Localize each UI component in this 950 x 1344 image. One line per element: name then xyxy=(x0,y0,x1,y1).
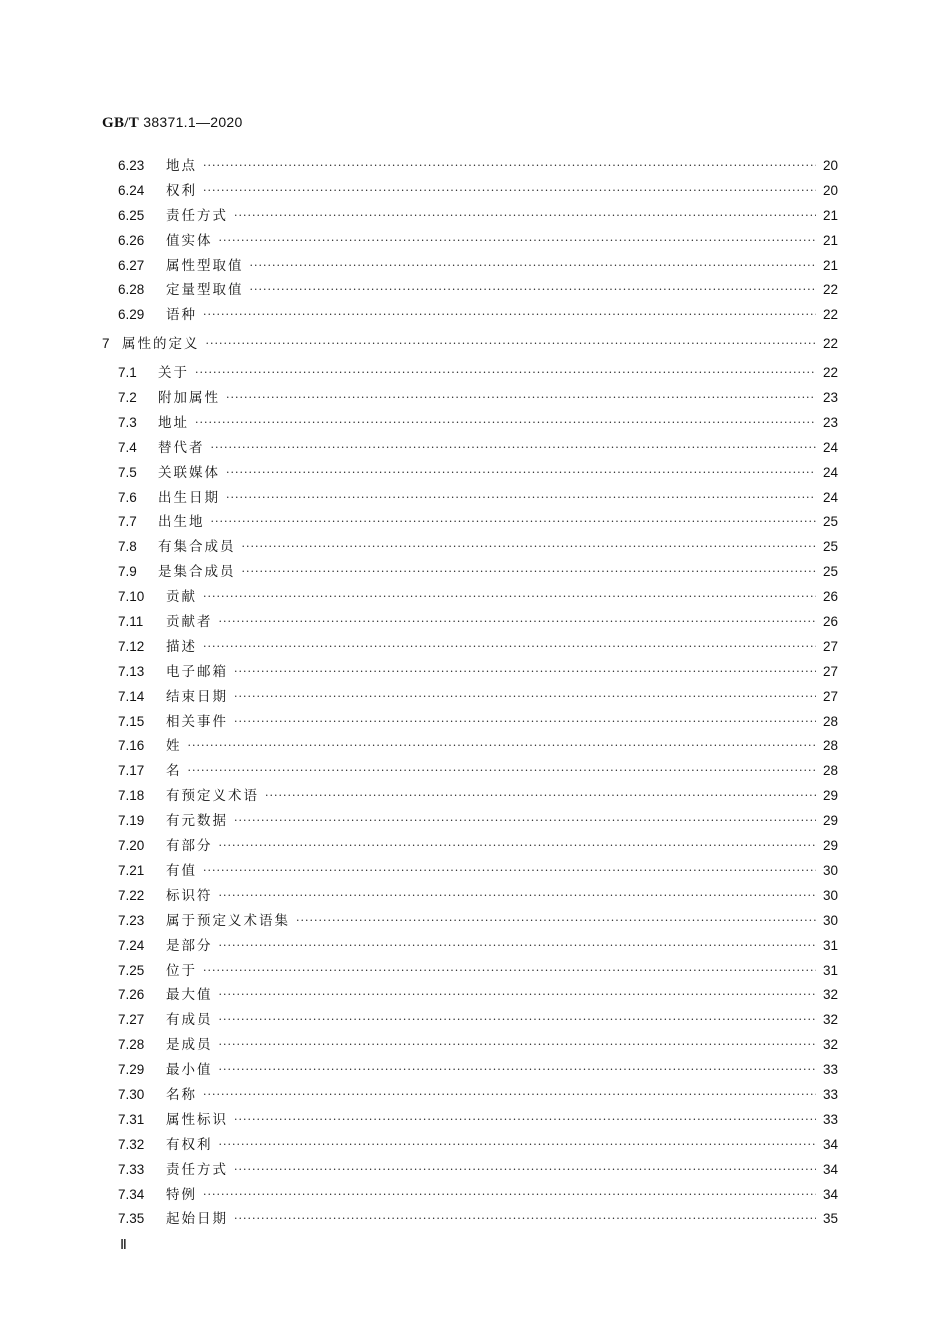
toc-entry-page: 30 xyxy=(822,912,838,928)
toc-entry-title: 责任方式 xyxy=(166,1161,228,1178)
toc-entry[interactable] xyxy=(102,361,838,386)
toc-leader-dots xyxy=(234,710,816,735)
toc-entry-number: 7.12 xyxy=(118,638,145,654)
toc-entry-title: 地址 xyxy=(158,414,189,431)
toc-entry-number: 6.29 xyxy=(118,307,145,323)
toc-entry[interactable] xyxy=(102,278,838,303)
toc-leader-dots xyxy=(234,1108,816,1133)
toc-entry[interactable] xyxy=(102,884,838,909)
toc-entry-number: 7.15 xyxy=(118,713,145,729)
toc-entry-number: 7.3 xyxy=(118,414,137,430)
toc-leader-dots xyxy=(250,278,817,303)
toc-entry-number: 6.24 xyxy=(118,182,145,198)
toc-entry-title: 起始日期 xyxy=(166,1211,228,1228)
toc-entry-page: 27 xyxy=(822,688,838,704)
toc-entry-title: 有部分 xyxy=(166,838,213,855)
toc-entry-page: 34 xyxy=(822,1186,838,1202)
toc-leader-dots xyxy=(234,1158,816,1183)
toc-entry[interactable] xyxy=(102,585,838,610)
toc-entry[interactable] xyxy=(102,486,838,511)
standard-prefix: GB/T xyxy=(102,115,140,131)
toc-entry-number: 6.27 xyxy=(118,257,145,273)
toc-entry[interactable] xyxy=(102,1083,838,1108)
toc-leader-dots xyxy=(265,784,816,809)
toc-entry[interactable] xyxy=(102,1207,838,1232)
toc-entry-page: 33 xyxy=(822,1086,838,1102)
toc-entry-title: 语种 xyxy=(166,307,197,324)
toc-entry-page: 31 xyxy=(822,937,838,953)
toc-leader-dots xyxy=(219,1008,817,1033)
toc-entry-number: 7.14 xyxy=(118,688,145,704)
toc-entry[interactable] xyxy=(102,759,838,784)
toc-entry[interactable] xyxy=(102,859,838,884)
toc-leader-dots xyxy=(219,610,817,635)
toc-leader-dots xyxy=(203,303,816,328)
toc-entry[interactable] xyxy=(102,959,838,984)
toc-entry-number: 7.30 xyxy=(118,1086,145,1102)
toc-entry[interactable] xyxy=(102,909,838,934)
toc-entry-page: 24 xyxy=(822,464,838,480)
toc-entry-number: 7 xyxy=(102,336,110,352)
toc-entry-page: 30 xyxy=(822,887,838,903)
toc-entry-number: 7.5 xyxy=(118,464,137,480)
toc-entry-page: 24 xyxy=(822,439,838,455)
toc-entry-title: 有值 xyxy=(166,862,197,879)
toc-entry[interactable] xyxy=(102,254,838,279)
toc-entry[interactable] xyxy=(102,1058,838,1083)
toc-entry-number: 7.29 xyxy=(118,1062,145,1078)
toc-entry-title: 最大值 xyxy=(166,987,213,1004)
toc-entry-title: 特例 xyxy=(166,1186,197,1203)
toc-entry-page: 28 xyxy=(822,738,838,754)
toc-entry-title: 最小值 xyxy=(166,1062,213,1079)
toc-leader-dots xyxy=(203,154,816,179)
toc-leader-dots xyxy=(211,436,817,461)
toc-entry-page: 24 xyxy=(822,489,838,505)
toc-entry-title: 替代者 xyxy=(158,439,205,456)
toc-entry-title: 定量型取值 xyxy=(166,282,244,299)
toc-leader-dots xyxy=(219,1033,817,1058)
toc-entry-title: 有元数据 xyxy=(166,813,228,830)
toc-entry[interactable] xyxy=(102,1008,838,1033)
toc-entry-page: 26 xyxy=(822,589,838,605)
toc-leader-dots xyxy=(219,1058,817,1083)
toc-leader-dots xyxy=(206,332,817,357)
toc-entry[interactable] xyxy=(102,560,838,585)
toc-entry-title: 相关事件 xyxy=(166,713,228,730)
toc-leader-dots xyxy=(195,411,816,436)
toc-entry[interactable] xyxy=(102,303,838,328)
toc-entry-title: 名称 xyxy=(166,1086,197,1103)
toc-entry-title: 标识符 xyxy=(166,887,213,904)
toc-entry-page: 25 xyxy=(822,564,838,580)
toc-entry-title: 有成员 xyxy=(166,1012,213,1029)
toc-entry-title: 名 xyxy=(166,763,182,780)
toc-leader-dots xyxy=(219,934,817,959)
toc-entry-number: 7.35 xyxy=(118,1211,145,1227)
toc-entry[interactable] xyxy=(102,1133,838,1158)
toc-leader-dots xyxy=(203,585,816,610)
toc-entry-number: 7.26 xyxy=(118,987,145,1003)
toc-entry-number: 7.25 xyxy=(118,962,145,978)
toc-entry-page: 29 xyxy=(822,813,838,829)
toc-leader-dots xyxy=(234,660,816,685)
toc-entry-page: 22 xyxy=(822,307,838,323)
toc-entry-page: 30 xyxy=(822,862,838,878)
toc-entry-number: 6.26 xyxy=(118,232,145,248)
toc-entry-number: 7.27 xyxy=(118,1012,145,1028)
toc-entry-page: 25 xyxy=(822,539,838,555)
toc-entry-number: 7.28 xyxy=(118,1037,145,1053)
toc-leader-dots xyxy=(219,834,817,859)
toc-entry-number: 7.34 xyxy=(118,1186,145,1202)
toc-entry-number: 6.28 xyxy=(118,282,145,298)
toc-entry-title: 是集合成员 xyxy=(158,564,236,581)
toc-entry-page: 29 xyxy=(822,838,838,854)
toc-entry-title: 位于 xyxy=(166,962,197,979)
toc-entry-page: 20 xyxy=(822,158,838,173)
toc-entry[interactable] xyxy=(102,436,838,461)
toc-entry-title: 贡献 xyxy=(166,589,197,606)
toc-leader-dots xyxy=(188,759,817,784)
toc-entry[interactable] xyxy=(102,386,838,411)
toc-entry-title: 结束日期 xyxy=(166,688,228,705)
toc-leader-dots xyxy=(203,959,816,984)
toc-entry-number: 7.21 xyxy=(118,862,145,878)
toc-leader-dots xyxy=(234,204,816,229)
toc-entry-page: 34 xyxy=(822,1161,838,1177)
toc-leader-dots xyxy=(242,560,817,585)
toc-entry[interactable] xyxy=(102,660,838,685)
toc-entry-title: 姓 xyxy=(166,738,182,755)
toc-chapter-entry[interactable] xyxy=(102,332,838,357)
toc-entry-page: 21 xyxy=(822,232,838,248)
toc-entry-page: 33 xyxy=(822,1111,838,1127)
toc-entry-page: 23 xyxy=(822,414,838,430)
toc-entry-title: 描述 xyxy=(166,638,197,655)
toc-leader-dots xyxy=(188,734,817,759)
toc-leader-dots xyxy=(226,486,816,511)
toc-entry-number: 7.9 xyxy=(118,564,137,580)
toc-leader-dots xyxy=(203,1083,816,1108)
toc-entry-title: 贡献者 xyxy=(166,614,213,631)
toc-leader-dots xyxy=(226,386,816,411)
toc-leader-dots xyxy=(234,685,816,710)
toc-entry-title: 关于 xyxy=(158,365,189,382)
toc-leader-dots xyxy=(203,859,816,884)
toc-entry-page: 32 xyxy=(822,1012,838,1028)
toc-entry-number: 7.10 xyxy=(118,589,145,605)
toc-entry-number: 7.2 xyxy=(118,390,137,406)
toc-entry-page: 32 xyxy=(822,1037,838,1053)
toc-entry[interactable] xyxy=(102,1033,838,1058)
toc-entry[interactable] xyxy=(102,710,838,735)
toc-entry-number: 7.22 xyxy=(118,887,145,903)
toc-entry-title: 责任方式 xyxy=(166,207,228,224)
toc-entry-page: 22 xyxy=(822,365,838,381)
toc-leader-dots xyxy=(203,1183,816,1208)
standard-number: 38371.1—2020 xyxy=(143,114,243,130)
toc-entry-number: 7.6 xyxy=(118,489,137,505)
toc-entry-title: 属于预定义术语集 xyxy=(166,912,290,929)
toc-entry-page: 25 xyxy=(822,514,838,530)
toc-leader-dots xyxy=(219,884,817,909)
toc-entry-title: 有集合成员 xyxy=(158,539,236,556)
toc-entry[interactable] xyxy=(102,411,838,436)
toc-entry-number: 7.20 xyxy=(118,838,145,854)
toc-entry-number: 7.16 xyxy=(118,738,145,754)
document-header xyxy=(102,114,243,132)
toc-entry-page: 35 xyxy=(822,1211,838,1227)
toc-entry[interactable] xyxy=(102,983,838,1008)
toc-entry-page: 21 xyxy=(822,207,838,223)
toc-entry[interactable] xyxy=(102,734,838,759)
toc-entry[interactable] xyxy=(102,154,838,179)
toc-leader-dots xyxy=(226,461,816,486)
toc-entry-page: 28 xyxy=(822,763,838,779)
toc-leader-dots xyxy=(219,983,817,1008)
toc-entry-number: 6.23 xyxy=(118,158,145,173)
toc-leader-dots xyxy=(203,635,816,660)
toc-entry-number: 7.1 xyxy=(118,365,137,381)
toc-entry-title: 是部分 xyxy=(166,937,213,954)
toc-entry-title: 属性的定义 xyxy=(122,336,200,353)
toc-leader-dots xyxy=(195,361,816,386)
toc-leader-dots xyxy=(250,254,817,279)
page-number: Ⅱ xyxy=(120,1238,127,1253)
toc-entry[interactable] xyxy=(102,610,838,635)
toc-entry-title: 出生地 xyxy=(158,514,205,531)
toc-entry-page: 20 xyxy=(822,182,838,198)
toc-entry[interactable] xyxy=(102,635,838,660)
toc-entry[interactable] xyxy=(102,461,838,486)
toc-entry-title: 出生日期 xyxy=(158,489,220,506)
toc-entry[interactable] xyxy=(102,1158,838,1183)
toc-leader-dots xyxy=(234,809,816,834)
toc-entry[interactable] xyxy=(102,1183,838,1208)
toc-entry-number: 7.13 xyxy=(118,663,145,679)
toc-entry-title: 关联媒体 xyxy=(158,464,220,481)
toc-entry-number: 7.4 xyxy=(118,439,137,455)
toc-entry[interactable] xyxy=(102,1108,838,1133)
toc-entry-number: 7.17 xyxy=(118,763,145,779)
toc-entry-page: 23 xyxy=(822,390,838,406)
toc-entry[interactable] xyxy=(102,229,838,254)
toc-entry-number: 7.23 xyxy=(118,912,145,928)
toc-entry-title: 附加属性 xyxy=(158,390,220,407)
toc-entry-page: 33 xyxy=(822,1062,838,1078)
toc-entry-page: 22 xyxy=(822,336,838,352)
toc-entry-page: 28 xyxy=(822,713,838,729)
toc-entry-page: 34 xyxy=(822,1136,838,1152)
toc-entry[interactable] xyxy=(102,179,838,204)
toc-leader-dots xyxy=(219,1133,817,1158)
toc-entry[interactable] xyxy=(102,204,838,229)
toc-entry[interactable] xyxy=(102,784,838,809)
toc-entry-number: 6.25 xyxy=(118,207,145,223)
toc-entry-title: 电子邮箱 xyxy=(166,663,228,680)
table-of-contents xyxy=(102,154,838,1232)
toc-entry-number: 7.19 xyxy=(118,813,145,829)
toc-entry-page: 27 xyxy=(822,663,838,679)
toc-entry-number: 7.18 xyxy=(118,788,145,804)
toc-leader-dots xyxy=(296,909,816,934)
toc-entry-page: 32 xyxy=(822,987,838,1003)
toc-leader-dots xyxy=(234,1207,816,1232)
toc-leader-dots xyxy=(242,535,817,560)
toc-entry-number: 7.24 xyxy=(118,937,145,953)
toc-entry-number: 7.31 xyxy=(118,1111,145,1127)
toc-entry-title: 属性标识 xyxy=(166,1111,228,1128)
toc-entry-page: 22 xyxy=(822,282,838,298)
toc-entry-page: 29 xyxy=(822,788,838,804)
toc-leader-dots xyxy=(211,510,817,535)
toc-entry-page: 21 xyxy=(822,257,838,273)
toc-entry-number: 7.11 xyxy=(118,614,144,630)
toc-entry-page: 31 xyxy=(822,962,838,978)
toc-leader-dots xyxy=(203,179,816,204)
toc-entry-number: 7.8 xyxy=(118,539,137,555)
toc-entry-title: 是成员 xyxy=(166,1037,213,1054)
toc-entry-title: 有预定义术语 xyxy=(166,788,259,805)
toc-entry[interactable] xyxy=(102,809,838,834)
toc-entry[interactable] xyxy=(102,934,838,959)
toc-entry[interactable] xyxy=(102,685,838,710)
toc-entry-number: 7.33 xyxy=(118,1161,145,1177)
toc-entry-title: 值实体 xyxy=(166,232,213,249)
toc-entry-page: 27 xyxy=(822,638,838,654)
toc-entry-number: 7.32 xyxy=(118,1136,145,1152)
toc-entry-title: 地点 xyxy=(166,158,197,174)
toc-entry-number: 7.7 xyxy=(118,514,137,530)
toc-entry[interactable] xyxy=(102,535,838,560)
toc-entry-title: 有权利 xyxy=(166,1136,213,1153)
toc-entry-title: 权利 xyxy=(166,182,197,199)
toc-entry[interactable] xyxy=(102,834,838,859)
toc-leader-dots xyxy=(219,229,817,254)
toc-entry-title: 属性型取值 xyxy=(166,257,244,274)
toc-entry-page: 26 xyxy=(822,614,838,630)
toc-entry[interactable] xyxy=(102,510,838,535)
